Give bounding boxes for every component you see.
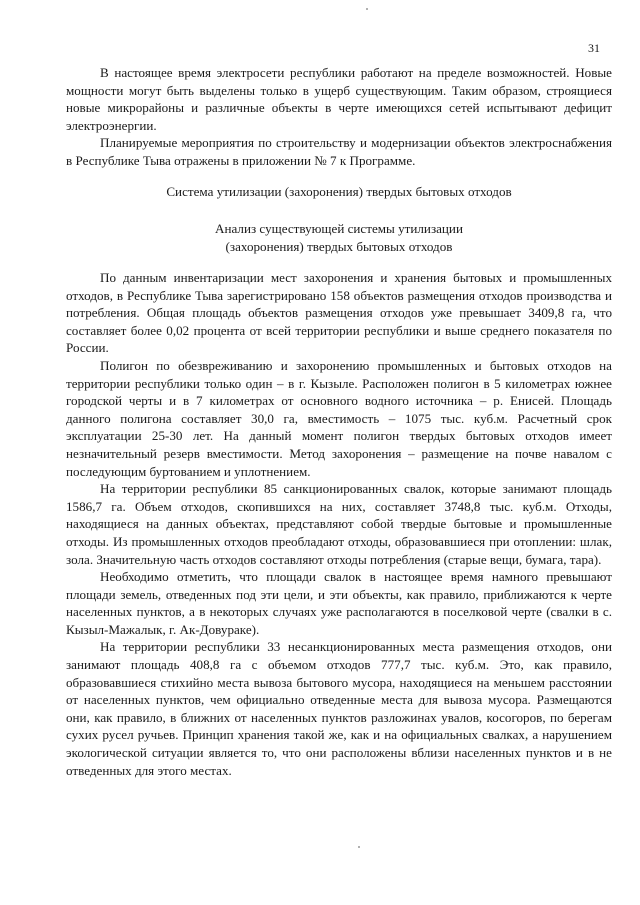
paragraph-planned-measures: Планируемые мероприятия по строительству и модернизации объектов электроснабжения в Республике Тыва отражены в приложении № 7 к Программе. bbox=[66, 135, 612, 168]
subsection-title-line-1: Анализ существующей системы утилизации bbox=[215, 221, 463, 236]
paragraph-landfill: Полигон по обезвреживанию и захоронению промышленных и бытовых отходов на территории республики только один – в г. Кызыле. Расположен полигон в 5 километрах южнее городской черты и в 7 километрах от основного водного источника – р. Енисей. Площадь данного полигона составляет 30,0 га, вместимость – 1075 тыс. куб.м. Расчетный срок эксплуатации 25-30 лет. На данный момент полигон твердых бытовых отходов имеет незначительный резерв вместимости. Метод захоронения – размещение на почве навалом с последующим буртованием и уплотнением. bbox=[66, 357, 612, 479]
subsection-title bbox=[66, 220, 612, 255]
paragraph-sanctioned-dumps: На территории республики 85 санкционированных свалок, которые занимают площадь 1586,7 га. Объем отходов, скопившихся на них, составляет 3748,8 тыс. куб.м. Отходы, находящиеся на данных объектах, представляют собой твердые бытовые и промышленные отходы. Из промышленных отходов преобладают отходы, образовавшиеся при отоплении: шлак, зола. Значительную часть отходов составляют отходы потребления (старые вещи, бумага, тара). bbox=[66, 481, 612, 567]
paragraph-inventory: По данным инвентаризации мест захоронения и хранения бытовых и промышленных отходов, в Республике Тыва зарегистрировано 158 объектов размещения отходов производства и потребления. Общая площадь объектов размещения отходов уже превышает 3409,8 га, что составляет более 0,02 процента от всей территории республики и выше среднего показателя по России. bbox=[66, 270, 612, 356]
scan-speck bbox=[358, 846, 360, 848]
subsection-title-line-2: (захоронения) твердых бытовых отходов bbox=[225, 238, 453, 254]
paragraph-unsanctioned-dumps: На территории республики 33 несанкционированных места размещения отходов, они занимают площадь 408,8 га с объемом отходов 777,7 тыс. куб.м. Это, как правило, образовавшиеся стихийно места вывоза бытового мусора, находящиеся на меньшем расстоянии от населенных пунктов, чем официально отведенные места для вывоза мусора. Размещаются они, как правило, в ближних от населенных пунктов разложинах увалов, косогоров, по берегам сухих русел ручьев. Принцип хранения такой же, как и на официальных свалках, а нарушением экологической ситуации является то, что они расположены вблизи населенных пунктов и в не отведенных для этого местах. bbox=[66, 639, 612, 778]
paragraph-power-grid: В настоящее время электросети республики работают на пределе возможностей. Новые мощности могут быть выделены только в ущерб существующим. Таким образом, строящиеся новые микрорайоны и различные объекты в черте имеющихся сетей испытывают дефицит электроэнергии. bbox=[66, 65, 612, 133]
intro-text-block bbox=[66, 64, 612, 170]
main-text-block bbox=[66, 269, 612, 779]
paragraph-dump-areas: Необходимо отметить, что площади свалок в настоящее время намного превышают площади земель, отведенных под эти цели, и эти объекты, как правило, приближаются к черте населенных пунктов, а в некоторых случаях уже располагаются в поселковой черте (свалки в с. Кызыл-Мажалык, г. Ак-Довураке). bbox=[66, 569, 612, 637]
page-number: 31 bbox=[588, 41, 600, 55]
scan-speck bbox=[366, 8, 368, 10]
section-title: Система утилизации (захоронения) твердых бытовых отходов bbox=[166, 184, 512, 199]
